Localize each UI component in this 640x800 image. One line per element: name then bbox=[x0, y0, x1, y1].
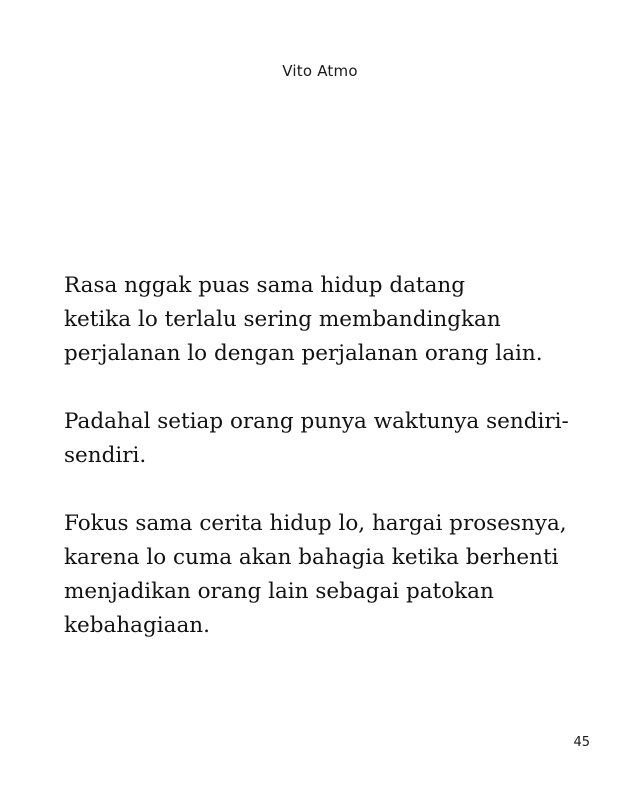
page-body bbox=[64, 269, 584, 677]
text-line: sendiri. bbox=[64, 443, 147, 468]
running-header-author: Vito Atmo bbox=[282, 62, 358, 80]
text-line: Padahal setiap orang punya waktunya sendiri- bbox=[64, 409, 569, 434]
text-line: menjadikan orang lain sebagai patokan bbox=[64, 579, 494, 604]
paragraph-2 bbox=[64, 405, 584, 473]
text-line: kebahagiaan. bbox=[64, 613, 210, 638]
paragraph-1 bbox=[64, 269, 584, 371]
text-line: perjalanan lo dengan perjalanan orang lain. bbox=[64, 341, 543, 366]
text-line: Fokus sama cerita hidup lo, hargai prosesnya, bbox=[64, 511, 567, 536]
page-number: 45 bbox=[573, 735, 590, 750]
paragraph-3 bbox=[64, 507, 584, 643]
text-line: Rasa nggak puas sama hidup datang bbox=[64, 273, 466, 298]
text-line: ketika lo terlalu sering membandingkan bbox=[64, 307, 501, 332]
text-line: karena lo cuma akan bahagia ketika berhenti bbox=[64, 545, 559, 570]
